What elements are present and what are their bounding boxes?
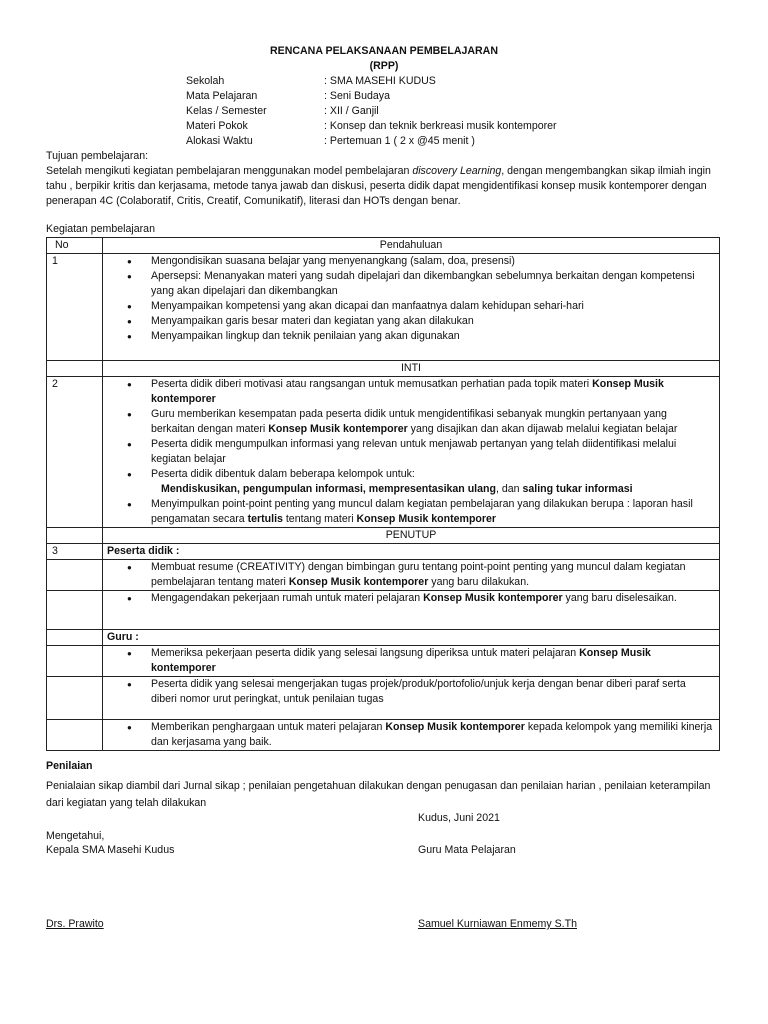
kepala-name: Drs. Prawito [46, 918, 104, 930]
table-row [47, 646, 720, 677]
peserta-label: Peserta didik : [103, 544, 720, 560]
guru-label-sign: Guru Mata Pelajaran [418, 844, 516, 856]
list-item: ● Membuat resume (CREATIVITY) dengan bimbingan guru tentang point-point penting yang muncul dalam kegiatan pembelajaran tentang materi Konsep Musik kontemporer yang baru dilakukan. [103, 560, 719, 590]
table-row [47, 560, 720, 591]
meta-row-materi: Materi Pokok : Konsep dan teknik berkreasi musik kontemporer [186, 120, 557, 132]
list-item: ● Menyampaikan lingkup dan teknik penilaian yang akan digunakan [103, 329, 719, 344]
table-row [47, 720, 720, 751]
penutup-header-row [47, 528, 720, 544]
table-row [47, 630, 720, 646]
table-header-row [47, 238, 720, 254]
kegiatan-table [46, 237, 720, 751]
list-item: ● Peserta didik diberi motivasi atau rangsangan untuk memusatkan perhatian pada topik materi Konsep Musik kontemporer [103, 377, 719, 407]
table-row [47, 677, 720, 720]
meta-row-mapel: Mata Pelajaran : Seni Budaya [186, 90, 390, 102]
table-row [47, 591, 720, 630]
list-item: ● Peserta didik dibentuk dalam beberapa kelompok untuk: [103, 467, 719, 482]
penilaian-label: Penilaian [46, 760, 93, 772]
mengetahui-label: Mengetahui, [46, 830, 105, 842]
guru-name: Samuel Kurniawan Enmemy S.Th [418, 918, 577, 930]
row-number: 3 [47, 544, 103, 560]
tujuan-label: Tujuan pembelajaran: [46, 150, 149, 162]
pendahuluan-header: Pendahuluan [103, 238, 720, 254]
table-row-inti [47, 377, 720, 528]
penilaian-text: Penialaian sikap diambil dari Jurnal sikap ; penilaian pengetahuan dilakukan dengan penugasan dan penilaian harian , penilaian keterampilan dari kegiatan yang telah dilakukan [46, 780, 711, 809]
list-item: ● Peserta didik yang selesai mengerjakan tugas projek/produk/portofolio/unjuk kerja dengan benar diberi paraf serta diberi nomor urut peringkat, untuk penilaian tugas [103, 677, 719, 707]
identity-block [186, 74, 557, 149]
kepala-label: Kepala SMA Masehi Kudus [46, 844, 175, 856]
guru-label: Guru : [103, 630, 720, 646]
document-subtitle: (RPP) [369, 60, 399, 72]
list-item: ● Menyampaikan kompetensi yang akan dicapai dan manfaatnya dalam kehidupan sehari-hari [103, 299, 719, 314]
table-row-penutup [47, 544, 720, 560]
pendahuluan-list [103, 254, 719, 344]
list-item: ● Menyampaikan garis besar materi dan kegiatan yang akan dilakukan [103, 314, 719, 329]
meta-row-alokasi: Alokasi Waktu : Pertemuan 1 ( 2 x @45 menit ) [186, 135, 475, 147]
list-item: ● Memberikan penghargaan untuk materi pelajaran Konsep Musik kontemporer kepada kelompok yang memiliki kinerja dan kerjasama yang baik. [103, 720, 719, 750]
tujuan-text: Setelah mengikuti kegiatan pembelajaran menggunakan model pembelajaran discovery Learning, dengan mengembangkan sikap ilmiah ingin tahu , berpikir kritis dan kerjasama, metode tanya jawab dan diskusi, peserta didik dapat mengidentifikasi konsep musik kontemporer dengan penerapan 4C (Colaboratif, Critis, Creatif, Comunikatif), literasi dan HOTs dengan benar. [46, 165, 711, 207]
pendahuluan-cell [103, 254, 720, 361]
inti-header: INTI [103, 361, 720, 377]
place-date: Kudus, Juni 2021 [418, 812, 500, 824]
table-row-pendahuluan [47, 254, 720, 361]
row-number: 2 [47, 377, 103, 528]
list-item: ● Menyimpulkan point-point penting yang muncul dalam kegiatan pembelajaran yang dilakukan berupa : laporan hasil pengamatan secara tertulis tentang materi Konsep Musik kontemporer [103, 497, 719, 527]
inti-cell [103, 377, 720, 528]
kegiatan-label: Kegiatan pembelajaran [46, 223, 155, 235]
col-no-header: No [47, 238, 103, 254]
list-item: ● Apersepsi: Menanyakan materi yang sudah dipelajari dan dikembangkan sebelumnya berkaitan dengan kompetensi yang akan dipelajari dan dikembangkan [103, 269, 719, 299]
list-item: ● Guru memberikan kesempatan pada peserta didik untuk mengidentifikasi sebanyak mungkin pertanyaan yang berkaitan dengan materi Konsep Musik kontemporer yang disajikan dan akan dijawab melalui kegiatan belajar [103, 407, 719, 437]
document-title: RENCANA PELAKSANAAN PEMBELAJARAN [270, 45, 498, 57]
row-number: 1 [47, 254, 103, 361]
inti-header-row [47, 361, 720, 377]
list-item: ● Memeriksa pekerjaan peserta didik yang selesai langsung diperiksa untuk materi pelajaran Konsep Musik kontemporer [103, 646, 719, 676]
meta-row-kelas: Kelas / Semester : XII / Ganjil [186, 105, 379, 117]
meta-row-sekolah: Sekolah : SMA MASEHI KUDUS [186, 75, 436, 87]
list-item: ● Mengagendakan pekerjaan rumah untuk materi pelajaran Konsep Musik kontemporer yang baru diselesaikan. [103, 591, 719, 606]
inti-list [103, 377, 719, 482]
list-item: ● Mengondisikan suasana belajar yang menyenangkang (salam, doa, presensi) [103, 254, 719, 269]
inti-group-line: Mendiskusikan, pengumpulan informasi, mempresentasikan ulang, dan saling tukar informasi [161, 483, 633, 495]
list-item: ● Peserta didik mengumpulkan informasi yang relevan untuk menjawab pertanyan yang telah diidentifikasi melalui kegiatan belajar [103, 437, 719, 467]
penutup-header: PENUTUP [103, 528, 720, 544]
